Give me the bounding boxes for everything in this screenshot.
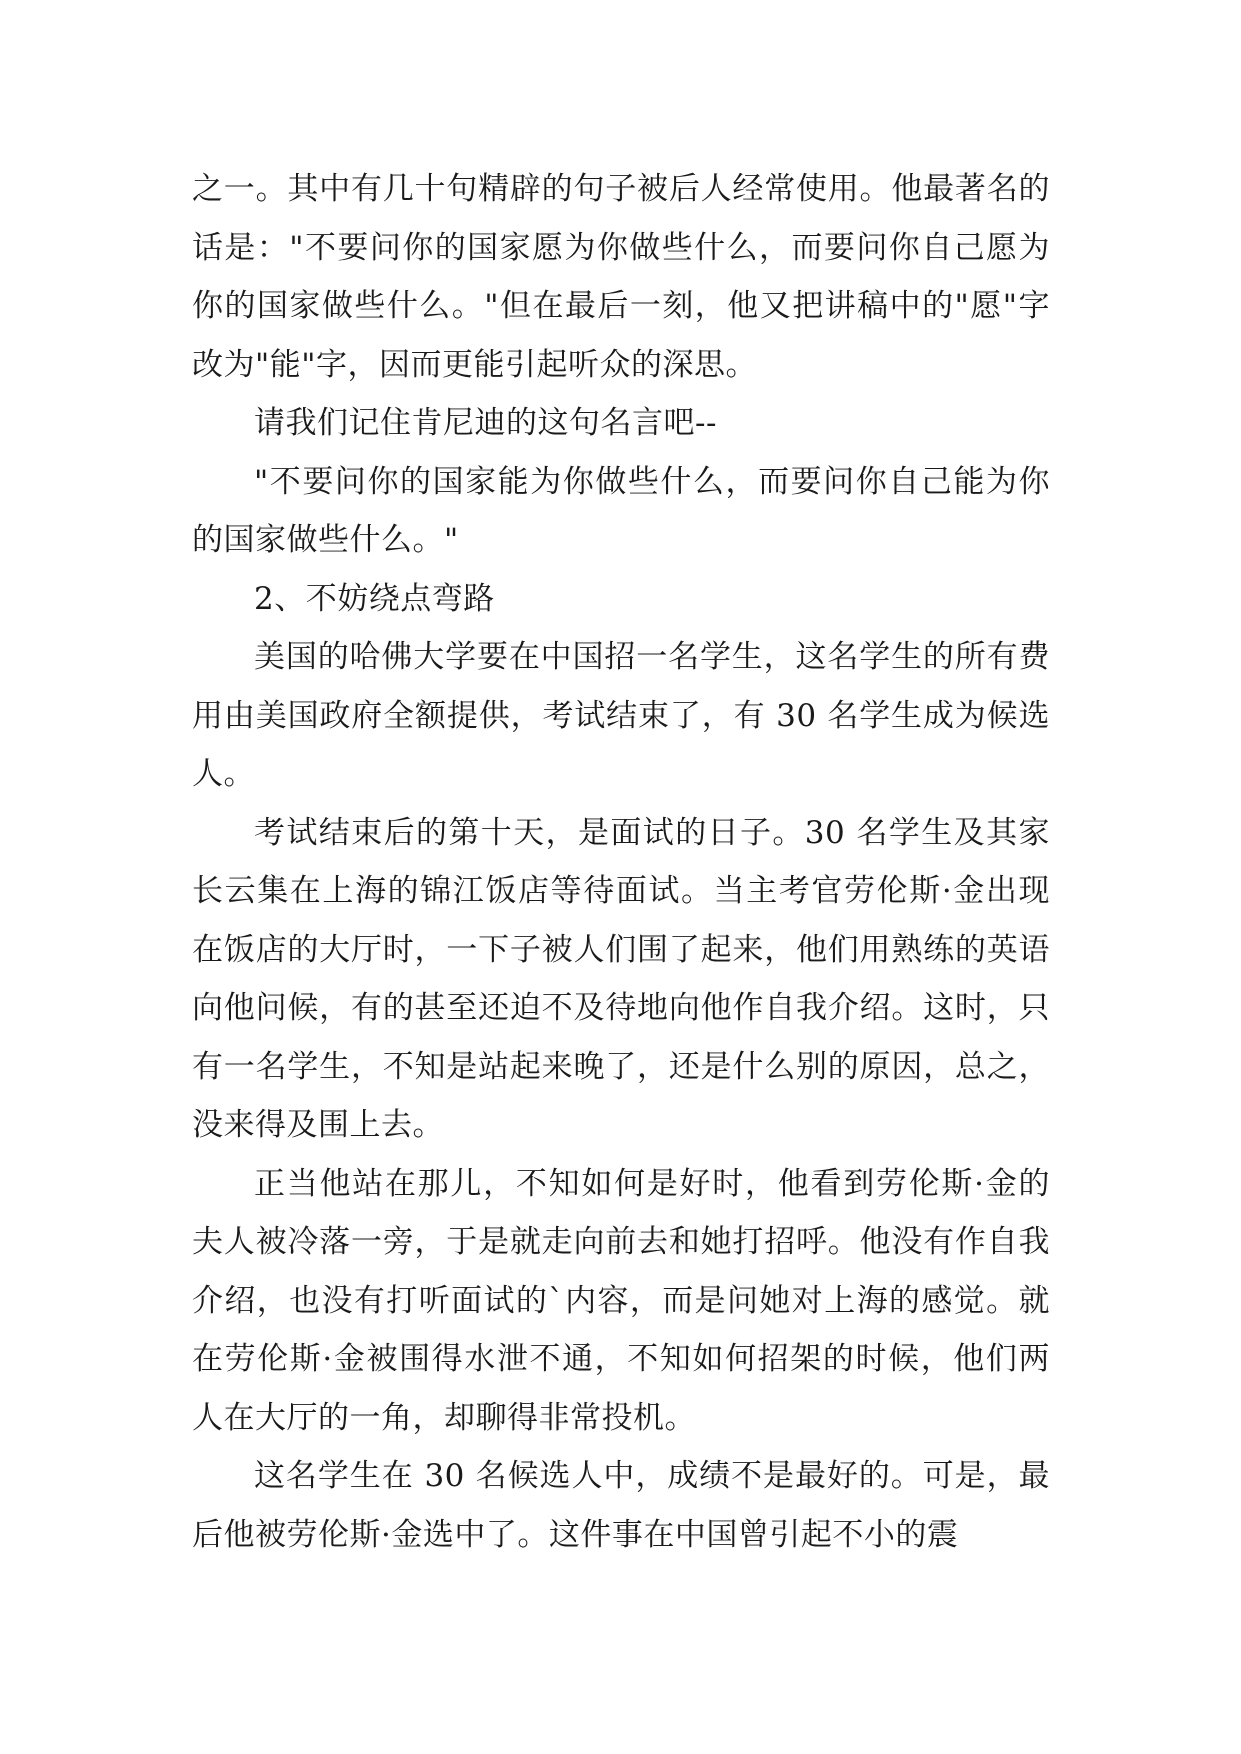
paragraph-remember-quote: 请我们记住肯尼迪的这句名言吧-- [254,405,717,441]
section-heading: 2、不妨绕点弯路 [254,580,495,617]
document-body [192,160,1050,1564]
paragraph-interview-day: 考试结束后的第十天，是面试的日子。30 名学生及其家长云集在上海的锦江饭店等待面试。当主考官劳伦斯·金出现在饭店的大厅时，一下子被人们围了起来，他们用熟练的英语向他问候，有的甚至还迫不及待地向他作自我介绍。这时，只有一名学生，不知是站起来晚了，还是什么别的原因，总之，没来得及围上去。 [192,814,1050,1143]
paragraph-harvard-recruit: 美国的哈佛大学要在中国招一名学生，这名学生的所有费用由美国政府全额提供，考试结束了，有 30 名学生成为候选人。 [192,639,1050,792]
paragraph-student-selected: 这名学生在 30 名候选人中，成绩不是最好的。可是，最后他被劳伦斯·金选中了。这件事在中国曾引起不小的震 [192,1458,1050,1553]
paragraph-kennedy-quote-history: 之一。其中有几十句精辟的句子被后人经常使用。他最著名的话是："不要问你的国家愿为你做些什么，而要问你自己愿为你的国家做些什么。"但在最后一刻，他又把讲稿中的"愿"字改为"能"字，因而更能引起听众的深思。 [192,171,1050,383]
paragraph-kennedy-quote: "不要问你的国家能为你做些什么，而要问你自己能为你的国家做些什么。" [192,463,1050,558]
paragraph-student-greeting: 正当他站在那儿，不知如何是好时，他看到劳伦斯·金的夫人被冷落一旁，于是就走向前去和她打招呼。他没有作自我介绍，也没有打听面试的`内容，而是问她对上海的感觉。就在劳伦斯·金被围得水泄不通，不知如何招架的时候，他们两人在大厅的一角，却聊得非常投机。 [192,1165,1050,1436]
